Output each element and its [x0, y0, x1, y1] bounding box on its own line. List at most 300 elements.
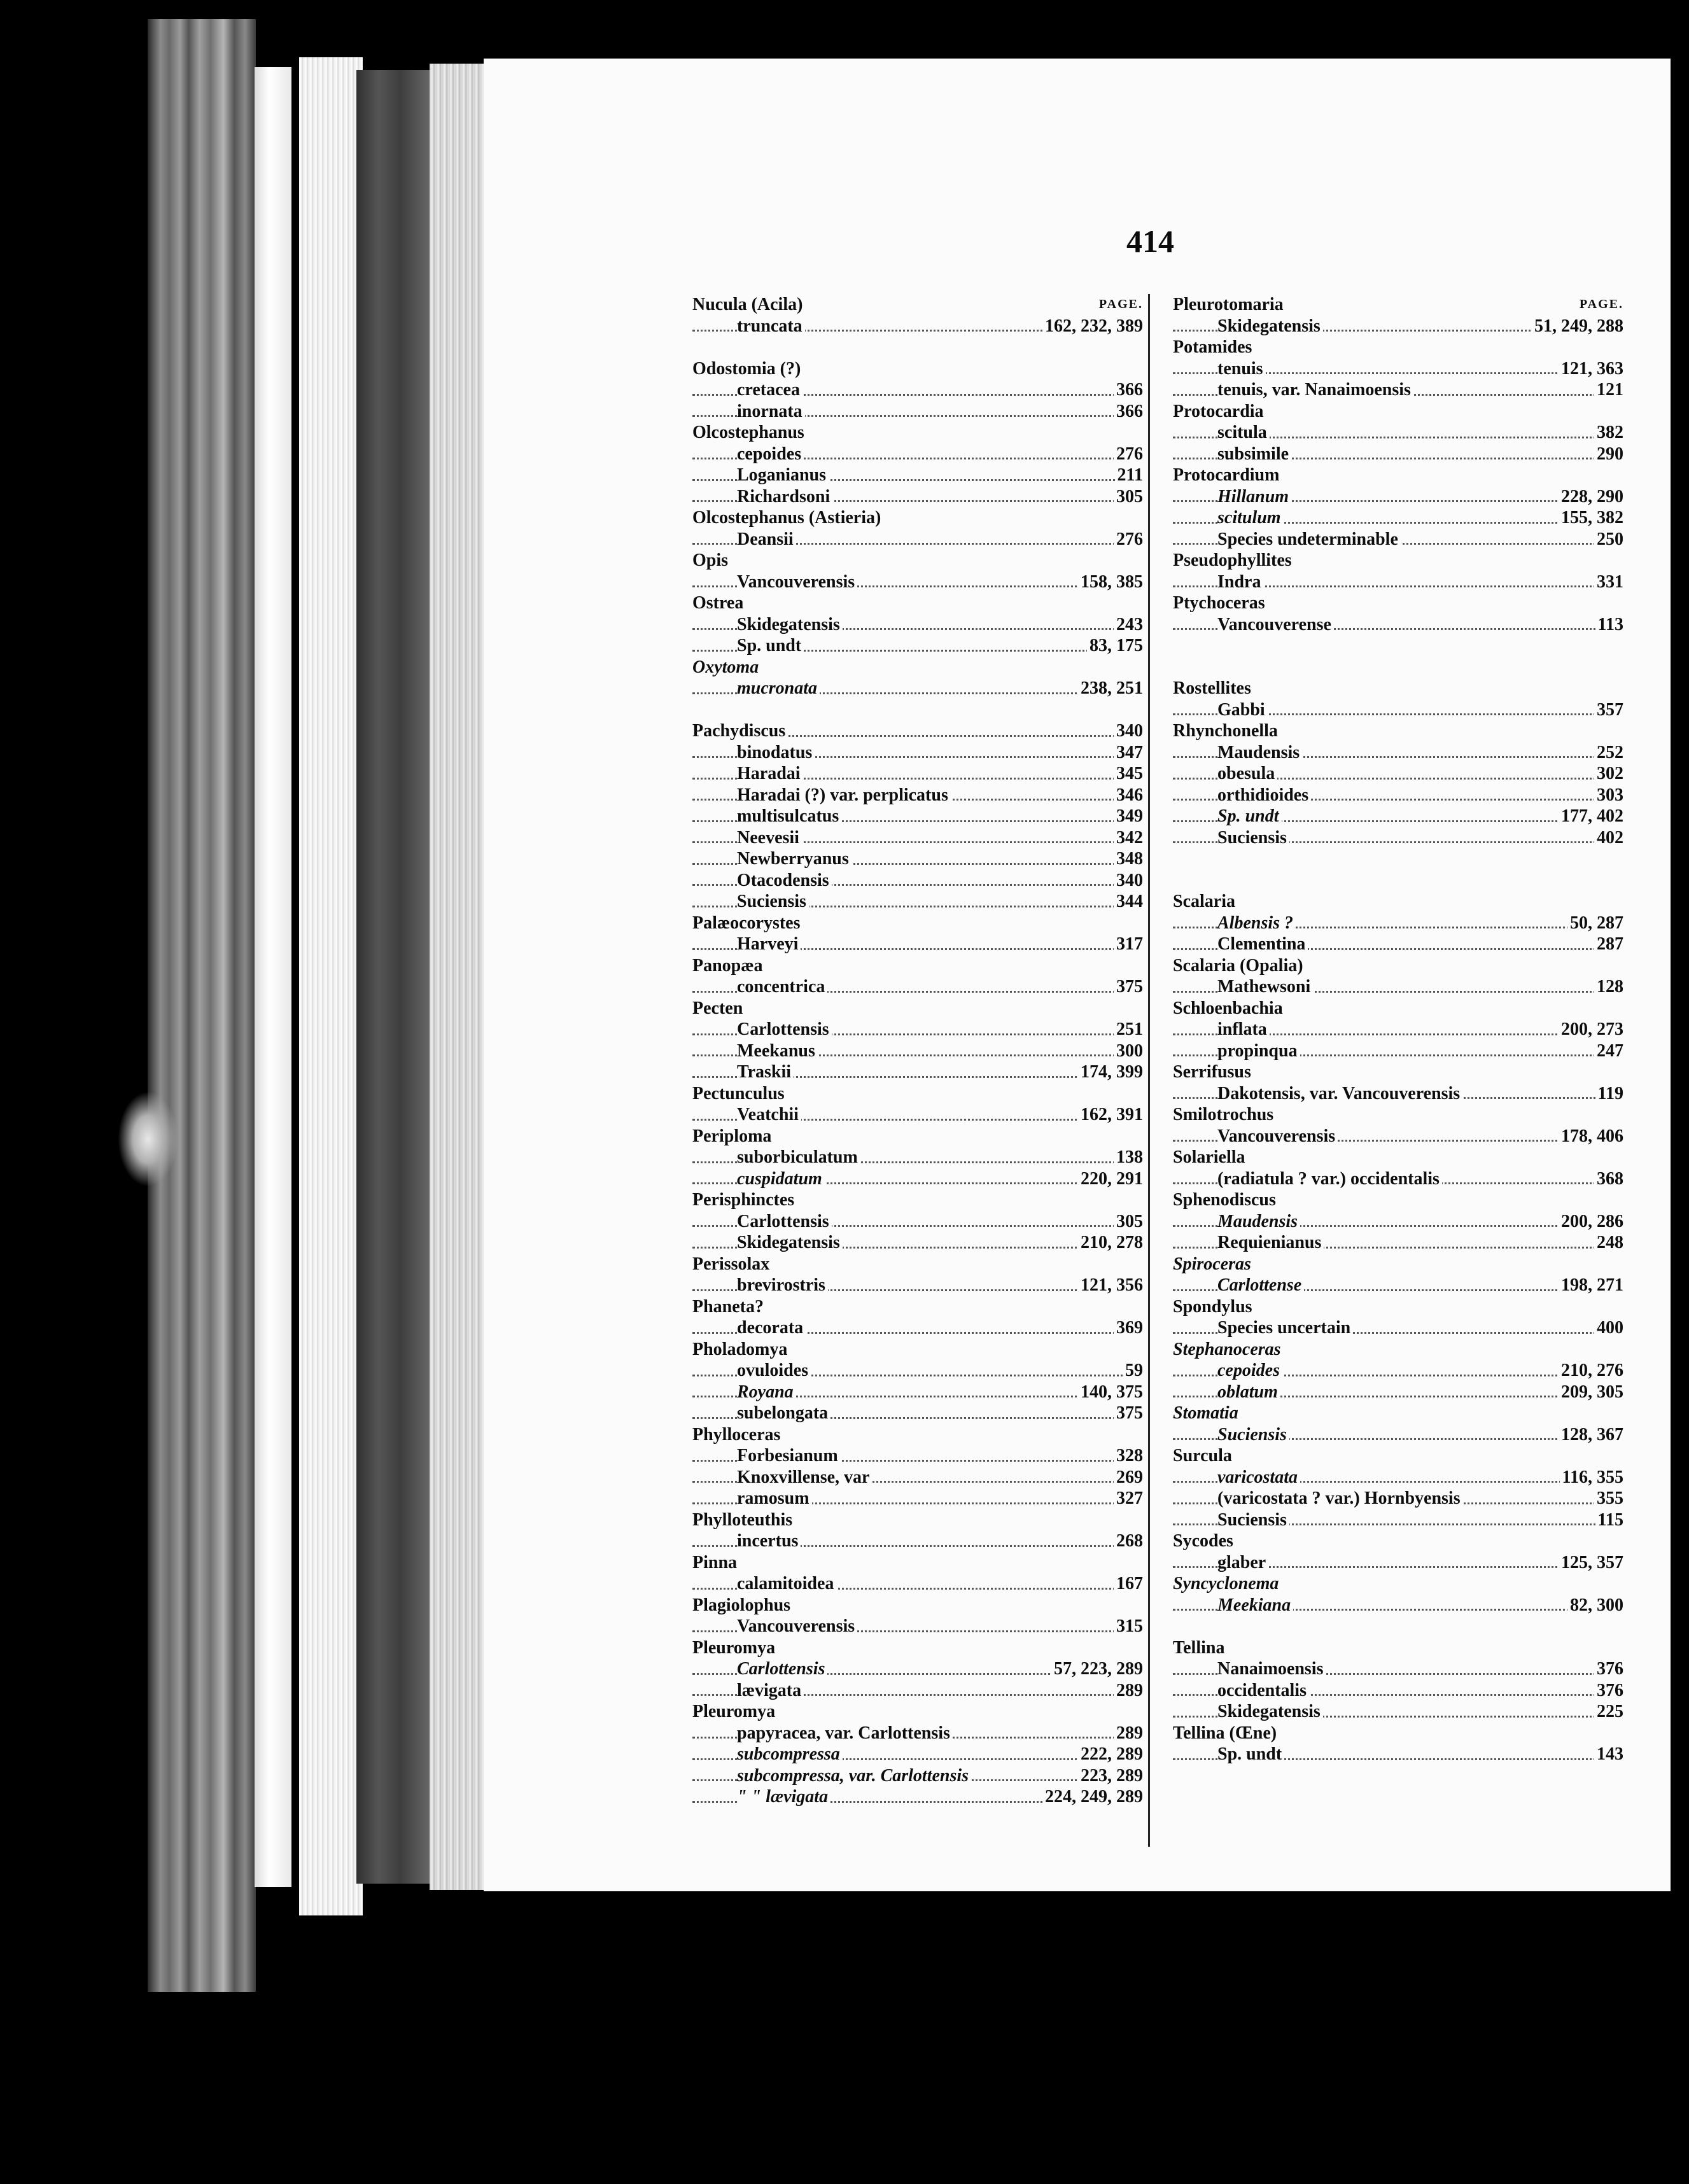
index-entry [692, 1382, 1143, 1403]
index-entry [1173, 1509, 1623, 1531]
entry-name: Skidegatensis [737, 1233, 843, 1252]
entry-name: Loganianus [737, 465, 829, 485]
index-heading [1173, 1104, 1623, 1126]
index-entry [692, 1403, 1143, 1424]
page-reference: 382 [1594, 422, 1623, 443]
entry-name: Species uncertain [1217, 1318, 1353, 1338]
index-heading [692, 592, 1143, 614]
entry-name: subelongata [737, 1403, 830, 1423]
page-reference: 155, 382 [1559, 507, 1623, 528]
page-reference: 328 [1114, 1445, 1143, 1466]
index-entry [692, 1019, 1143, 1040]
entry-name: brevirostris [737, 1275, 828, 1295]
entry-name: calamitoidea [737, 1574, 836, 1593]
index-entry [692, 1147, 1143, 1168]
index-entry [1173, 1168, 1623, 1190]
index-entry [1173, 379, 1623, 401]
entry-name: Indra [1217, 572, 1263, 592]
page-reference: 116, 355 [1560, 1467, 1623, 1488]
index-heading [1173, 891, 1623, 913]
index-entry [1173, 1701, 1623, 1723]
page-reference: 305 [1114, 1211, 1143, 1232]
index-entry [1173, 913, 1623, 934]
index-entry [692, 1573, 1143, 1595]
entry-name: Suciensis [737, 892, 809, 911]
index-entry [692, 316, 1143, 337]
page-reference: 368 [1594, 1168, 1623, 1189]
page-reference: 113 [1595, 614, 1623, 635]
index-heading [1173, 1530, 1623, 1552]
index-heading [692, 1424, 1143, 1446]
page-reference: 200, 286 [1559, 1211, 1623, 1232]
blank-line [1173, 657, 1623, 678]
index-heading [692, 1296, 1143, 1318]
index-entry [1173, 1382, 1623, 1403]
index-heading [692, 720, 1143, 742]
index-entry [692, 763, 1143, 785]
index-entry [1173, 507, 1623, 529]
index-entry [692, 1765, 1143, 1787]
edge-stain [118, 1091, 178, 1187]
entry-name: Species undeterminable [1217, 529, 1401, 549]
entry-name: Haradai (?) var. perplicatus [737, 785, 951, 805]
entry-name: cuspidatum [737, 1169, 825, 1189]
entry-name: Sphenodiscus [1173, 1190, 1279, 1210]
index-entry [1173, 699, 1623, 721]
page-reference: 276 [1114, 529, 1143, 550]
entry-name: Pecten [692, 998, 745, 1018]
entry-name: Smilotrochus [1173, 1105, 1276, 1124]
index-entry [692, 614, 1143, 636]
index-entry [692, 678, 1143, 699]
entry-name: ramosum [737, 1488, 812, 1508]
index-entry [692, 401, 1143, 423]
entry-name: Vancouverensis [737, 1616, 857, 1636]
index-heading [1173, 1723, 1623, 1744]
entry-name: Maudensis [1217, 743, 1302, 762]
index-heading [692, 913, 1143, 934]
index-entry [692, 1744, 1143, 1765]
page-reference: 210, 278 [1078, 1232, 1143, 1253]
index-heading [1173, 1637, 1623, 1659]
page-reference: 238, 251 [1078, 678, 1143, 699]
entry-name: suborbiculatum [737, 1147, 860, 1167]
index-heading [692, 1339, 1143, 1361]
index-entry [692, 529, 1143, 550]
entry-name: binodatus [737, 743, 815, 762]
index-entry [692, 1040, 1143, 1062]
page-reference: 178, 406 [1559, 1126, 1623, 1147]
index-entry [692, 827, 1143, 849]
index-heading [692, 1637, 1143, 1659]
page-reference: 331 [1594, 571, 1623, 592]
index-entry [1173, 742, 1623, 764]
page-reference: 366 [1114, 401, 1143, 422]
entry-name: Vancouverensis [1217, 1126, 1338, 1146]
page-reference: 346 [1114, 785, 1143, 806]
index-entry [1173, 1595, 1623, 1616]
index-entry [1173, 827, 1623, 849]
index-entry [692, 465, 1143, 486]
index-entry [692, 1723, 1143, 1744]
index-heading [1173, 1189, 1623, 1211]
page-reference: 376 [1594, 1680, 1623, 1701]
page-reference: 83, 175 [1087, 635, 1143, 656]
page-reference: 305 [1114, 486, 1143, 507]
entry-name: Stomatia [1173, 1403, 1241, 1423]
blank-line [1173, 1616, 1623, 1637]
page-reference: 300 [1114, 1040, 1143, 1061]
index-entry [1173, 1467, 1623, 1488]
index-entry [1173, 1658, 1623, 1680]
entry-name: Knoxvillense, var [737, 1467, 872, 1487]
index-entry [692, 1445, 1143, 1467]
index-entry [692, 1680, 1143, 1702]
index-column-right [1173, 294, 1623, 1765]
entry-name: cepoides [1217, 1361, 1282, 1380]
index-entry [692, 486, 1143, 508]
index-entry [1173, 1424, 1623, 1446]
entry-name: Ostrea [692, 593, 746, 613]
page-reference: 340 [1114, 720, 1143, 741]
entry-name: Maudensis [1217, 1212, 1300, 1231]
entry-name: subsimile [1217, 444, 1291, 464]
entry-name: Phylloceras [692, 1425, 783, 1445]
entry-name: Ptychoceras [1173, 593, 1268, 613]
page-reference: 228, 290 [1559, 486, 1623, 507]
page-column-label: PAGE. [1098, 297, 1143, 311]
entry-name: Spondylus [1173, 1297, 1255, 1317]
index-heading [692, 657, 1143, 678]
entry-name: multisulcatus [737, 806, 841, 826]
page-reference: 121, 356 [1078, 1275, 1143, 1296]
page-reference: 375 [1114, 976, 1143, 997]
index-column-left [692, 294, 1143, 1808]
page-number: 414 [1126, 223, 1174, 259]
entry-name: inornata [737, 402, 805, 421]
index-heading [1173, 678, 1623, 699]
page-reference: 369 [1114, 1317, 1143, 1338]
index-heading [1173, 1147, 1623, 1168]
page-reference: 355 [1594, 1488, 1623, 1509]
page-reference: 302 [1594, 763, 1623, 784]
entry-name: Vancouverensis [737, 572, 857, 592]
index-entry [692, 571, 1143, 593]
index-entry [692, 1061, 1143, 1083]
entry-name: Phaneta? [692, 1297, 766, 1317]
index-entry [1173, 358, 1623, 380]
entry-name: inflata [1217, 1019, 1270, 1039]
page-reference: 211 [1115, 465, 1143, 486]
page-reference: 125, 357 [1559, 1552, 1623, 1573]
page-edge-light [255, 67, 291, 1887]
index-entry [692, 1232, 1143, 1254]
index-entry [1173, 1488, 1623, 1509]
entry-name: Meekanus [737, 1041, 818, 1061]
blank-line [1173, 848, 1623, 870]
index-entry [1173, 1317, 1623, 1339]
index-heading [692, 1595, 1143, 1616]
index-entry [692, 870, 1143, 892]
page-reference: 222, 289 [1078, 1744, 1143, 1765]
entry-name: Requienianus [1217, 1233, 1324, 1252]
page-reference: 225 [1594, 1701, 1623, 1722]
page-reference: 82, 300 [1567, 1595, 1623, 1616]
page-reference: 250 [1594, 529, 1623, 550]
index-heading [1173, 955, 1623, 977]
page-reference: 268 [1114, 1530, 1143, 1551]
entry-name: Pseudophyllites [1173, 550, 1294, 570]
index-entry [692, 635, 1143, 657]
page-reference: 128, 367 [1559, 1424, 1623, 1445]
page-reference: 162, 391 [1078, 1104, 1143, 1125]
index-heading [1173, 1573, 1623, 1595]
page-reference: 50, 287 [1567, 913, 1623, 934]
page-reference: 177, 402 [1559, 806, 1623, 827]
index-entry [1173, 444, 1623, 465]
index-heading [692, 1126, 1143, 1147]
entry-name: incertus [737, 1531, 801, 1551]
entry-name: Sp. undt [737, 636, 804, 655]
page-reference: 269 [1114, 1467, 1143, 1488]
index-heading [1173, 550, 1623, 571]
index-entry [1173, 486, 1623, 508]
page-stack-edges-right [430, 64, 487, 1890]
index-entry [692, 785, 1143, 806]
page-reference: 327 [1114, 1488, 1143, 1509]
index-entry [1173, 529, 1623, 550]
index-heading [1173, 1445, 1623, 1467]
index-heading [1173, 337, 1623, 358]
entry-name: Pleurotomaria [1173, 295, 1286, 314]
index-heading [1173, 592, 1623, 614]
entry-name: Nucula (Acila) [692, 295, 805, 314]
page-reference: 366 [1114, 379, 1143, 400]
index-entry [1173, 763, 1623, 785]
index-entry [692, 1488, 1143, 1509]
index-heading [692, 1701, 1143, 1723]
page-reference: 220, 291 [1078, 1168, 1143, 1189]
cover-edge-dark [356, 70, 430, 1884]
entry-name: Pectunculus [692, 1084, 787, 1103]
entry-name: Stephanoceras [1173, 1340, 1284, 1359]
entry-name: occidentalis [1217, 1681, 1309, 1700]
entry-name: Mathewsoni [1217, 977, 1313, 997]
entry-name: subcompressa, var. Carlottensis [737, 1766, 971, 1786]
index-entry [692, 444, 1143, 465]
entry-name: Newberryanus [737, 849, 852, 869]
entry-name: Neevesii [737, 828, 802, 848]
index-heading [692, 550, 1143, 571]
index-heading [1173, 294, 1623, 316]
entry-name: Suciensis [1217, 1510, 1289, 1530]
index-heading [1173, 1254, 1623, 1275]
index-entry [1173, 976, 1623, 998]
page-reference: 121, 363 [1559, 358, 1623, 379]
entry-name: (varicostata ? var.) Hornbyensis [1217, 1488, 1463, 1508]
page-reference: 223, 289 [1078, 1765, 1143, 1786]
index-heading [1173, 465, 1623, 486]
entry-name: Skidegatensis [1217, 316, 1323, 336]
index-heading [692, 1552, 1143, 1574]
entry-name: Otacodensis [737, 871, 832, 890]
index-heading [1173, 401, 1623, 423]
entry-name: papyracea, var. Carlottensis [737, 1723, 953, 1743]
entry-name: Nanaimoensis [1217, 1659, 1326, 1679]
entry-name: truncata [737, 316, 805, 336]
entry-name: Tellina [1173, 1638, 1227, 1658]
entry-name: Serrifusus [1173, 1062, 1254, 1082]
entry-name: mucronata [737, 678, 820, 698]
entry-name: scitula [1217, 423, 1270, 442]
page-reference: 138 [1114, 1147, 1143, 1168]
entry-name: Albensis ? [1217, 913, 1296, 933]
page-reference: 342 [1114, 827, 1143, 848]
index-entry [692, 848, 1143, 870]
index-entry [1173, 1744, 1623, 1765]
entry-name: Suciensis [1217, 1425, 1289, 1445]
index-heading [692, 1254, 1143, 1275]
index-entry [1173, 785, 1623, 806]
index-entry [692, 806, 1143, 827]
entry-name: obesula [1217, 764, 1277, 783]
page-reference: 119 [1595, 1083, 1623, 1104]
entry-name: Pholadomya [692, 1340, 790, 1359]
entry-name: Perissolax [692, 1254, 772, 1274]
page-reference: 158, 385 [1078, 571, 1143, 592]
entry-name: Sp. undt [1217, 806, 1282, 826]
entry-name: Pinna [692, 1553, 739, 1572]
page-reference: 162, 232, 389 [1042, 316, 1143, 337]
entry-name: Skidegatensis [1217, 1702, 1323, 1721]
entry-name: Rhynchonella [1173, 721, 1280, 741]
index-entry [1173, 1232, 1623, 1254]
entry-name: Sp. undt [1217, 1744, 1284, 1764]
index-entry [1173, 1040, 1623, 1062]
blank-line [692, 337, 1143, 358]
index-entry [1173, 422, 1623, 444]
page-reference: 276 [1114, 444, 1143, 465]
page-reference: 315 [1114, 1616, 1143, 1637]
index-heading [692, 1083, 1143, 1105]
entry-name: Syncyclonema [1173, 1574, 1281, 1593]
entry-name: Olcostephanus (Astieria) [692, 508, 883, 528]
page-reference: 402 [1594, 827, 1623, 848]
index-entry [692, 976, 1143, 998]
entry-name: Potamides [1173, 337, 1254, 357]
index-entry [692, 1168, 1143, 1190]
entry-name: concentrica [737, 977, 827, 997]
entry-name: (radiatula ? var.) occidentalis [1217, 1169, 1442, 1189]
index-heading [692, 955, 1143, 977]
index-heading [692, 507, 1143, 529]
page-reference: 198, 271 [1559, 1275, 1623, 1296]
entry-name: propinqua [1217, 1041, 1300, 1061]
page-reference: 59 [1123, 1360, 1143, 1381]
index-heading [692, 998, 1143, 1019]
entry-name: Protocardium [1173, 465, 1282, 485]
index-entry [1173, 934, 1623, 955]
page-reference: 143 [1594, 1744, 1623, 1765]
entry-name: Scalaria [1173, 892, 1238, 911]
entry-name: Richardsoni [737, 487, 832, 507]
page-reference: 140, 375 [1078, 1382, 1143, 1403]
blank-line [1173, 635, 1623, 657]
index-heading [1173, 1403, 1623, 1424]
entry-name: Spiroceras [1173, 1254, 1254, 1274]
page-reference: 289 [1114, 1723, 1143, 1744]
page-column-label: PAGE. [1579, 297, 1623, 311]
entry-name: Meekiana [1217, 1595, 1293, 1615]
entry-name: ovuloides [737, 1361, 811, 1380]
entry-name: decorata [737, 1318, 806, 1338]
page-reference: 349 [1114, 806, 1143, 827]
page-reference: 167 [1114, 1573, 1143, 1594]
entry-name: " " lævigata [737, 1787, 830, 1807]
page-reference: 248 [1594, 1232, 1623, 1253]
index-entry [692, 1786, 1143, 1808]
entry-name: Perisphinctes [692, 1190, 797, 1210]
page-reference: 344 [1114, 891, 1143, 912]
entry-name: Carlottensis [737, 1019, 832, 1039]
entry-name: Phylloteuthis [692, 1510, 795, 1530]
page-reference: 174, 399 [1078, 1061, 1143, 1082]
entry-name: Veatchii [737, 1105, 801, 1124]
blank-line [692, 699, 1143, 721]
index-entry [1173, 1360, 1623, 1382]
entry-name: Odostomia (?) [692, 359, 803, 379]
index-entry [692, 379, 1143, 401]
index-entry [1173, 614, 1623, 636]
index-heading [692, 294, 1143, 316]
page-reference: 247 [1594, 1040, 1623, 1061]
index-entry [1173, 806, 1623, 827]
index-heading [692, 422, 1143, 444]
entry-name: Carlottensis [737, 1212, 832, 1231]
entry-name: Sycodes [1173, 1531, 1236, 1551]
index-heading [1173, 720, 1623, 742]
entry-name: Deansii [737, 529, 796, 549]
entry-name: Opis [692, 550, 731, 570]
entry-name: tenuis [1217, 359, 1266, 379]
index-entry [1173, 1680, 1623, 1702]
entry-name: Haradai [737, 764, 803, 783]
entry-name: Hillanum [1217, 487, 1291, 507]
index-entry [692, 891, 1143, 913]
entry-name: Pleuromya [692, 1638, 778, 1658]
entry-name: Plagiolophus [692, 1595, 793, 1615]
page-reference: 317 [1114, 934, 1143, 955]
index-heading [1173, 1061, 1623, 1083]
index-entry [1173, 1019, 1623, 1040]
page-reference: 348 [1114, 848, 1143, 869]
index-entry [692, 934, 1143, 955]
page-reference: 51, 249, 288 [1532, 316, 1623, 337]
entry-name: oblatum [1217, 1382, 1280, 1402]
index-entry [1173, 1275, 1623, 1296]
page-reference: 209, 305 [1559, 1382, 1623, 1403]
page-reference: 210, 276 [1559, 1360, 1623, 1381]
entry-name: Rostellites [1173, 678, 1254, 698]
entry-name: subcompressa [737, 1744, 843, 1764]
page-reference: 357 [1594, 699, 1623, 720]
page-reference: 347 [1114, 742, 1143, 763]
entry-name: Pachydiscus [692, 721, 788, 741]
entry-name: Surcula [1173, 1446, 1235, 1466]
index-heading [1173, 1339, 1623, 1361]
index-entry [692, 1530, 1143, 1552]
index-entry [1173, 1083, 1623, 1105]
